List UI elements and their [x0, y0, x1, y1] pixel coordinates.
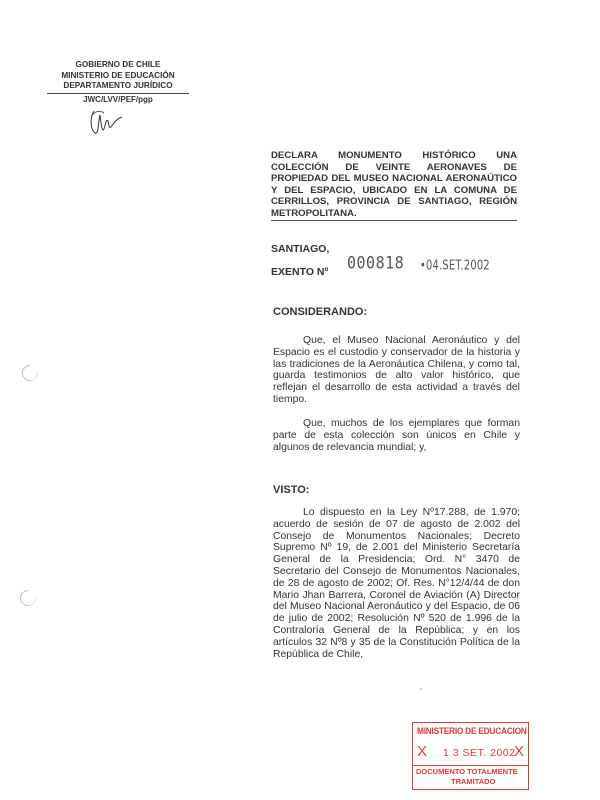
place-label: SANTIAGO, [271, 243, 330, 255]
received-stamp-ministry: MINISTERIO DE EDUCACION [417, 726, 527, 737]
considerando-paragraph-1: Que, el Museo Nacional Aeronáutico y del Espacio es el custodio y conservador de la historia y las tradiciones de la Aeronáutica Chilena, y como tal, guarda testimonios de alto valor histórico, que reflejan el desarrollo de esta actividad a través del tiempo. [273, 335, 520, 405]
received-stamp [412, 722, 529, 790]
received-stamp-mark-left: X [417, 743, 428, 760]
scan-speck [420, 688, 422, 690]
visto-paragraph: Lo dispuesto en la Ley Nº17.288, de 1.970; acuerdo de sesión de 07 de agosto de 2.002 del Consejo de Monumentos Nacionales; Decreto Supremo Nº 19, de 2.001 del Ministerio Secretaría General de la Presidencia; Ord. N° 3470 de Secretario del Consejo de Monumentos Nacionales, de 28 de agosto de 2002; Of. Res. N°12/4/44 de don Mario Jhan Barrera, Coronel de Aviación (A) Director del Museo Nacional Aeronáutico y del Espacio, de 06 de julio de 2002; Resolución Nº 520 de 1.996 de la Contraloría General de la República; y en los artículos 32 Nº8 y 35 de la Constitución Política de la República de Chile, [273, 507, 520, 660]
received-stamp-mark-right: X [513, 743, 524, 760]
punch-hole-mark-upper [19, 362, 42, 385]
received-stamp-status-line1: DOCUMENTO TOTALMENTE [416, 767, 518, 776]
letterhead-line-government: GOBIERNO DE CHILE [75, 60, 161, 69]
exento-label: EXENTO Nº [271, 266, 329, 278]
visto-heading: VISTO: [273, 484, 310, 496]
considerando-paragraph-2: Que, muchos de los ejemplares que forman parte de esta colección son únicos en Chile y algunos de relevancia mundial; y, [273, 418, 520, 453]
letterhead-line-department: DEPARTAMENTO JURÍDICO [63, 81, 173, 90]
signature-icon [86, 107, 126, 137]
considerando-heading: CONSIDERANDO: [273, 306, 368, 318]
letterhead-line-ministry: MINISTERIO DE EDUCACIÓN [61, 70, 175, 80]
received-stamp-date: 1 3 SET. 2002 [443, 747, 516, 759]
received-stamp-status-line2: TRAMITADO [451, 777, 496, 786]
decree-number-stamp: 000818 [347, 252, 405, 274]
decree-date-stamp: •04.SET.2002 [420, 257, 490, 273]
letterhead-divider [47, 93, 189, 94]
received-stamp-divider [413, 765, 528, 766]
reference-initials: JWC/LVV/PEF/pgp [83, 94, 153, 104]
punch-hole-mark-lower [17, 587, 40, 610]
letterhead [53, 60, 183, 105]
document-title: DECLARA MONUMENTO HISTÓRICO UNA COLECCIÓN DE VEINTE AERONAVES DE PROPIEDAD DEL MUSEO NACIONAL AERONAÚTICO Y DEL ESPACIO, UBICADO EN LA COMUNA DE CERRILLOS, PROVINCIA DE SANTIAGO, REGIÓN METROPOLITANA. [271, 150, 517, 219]
title-underline [271, 220, 517, 221]
